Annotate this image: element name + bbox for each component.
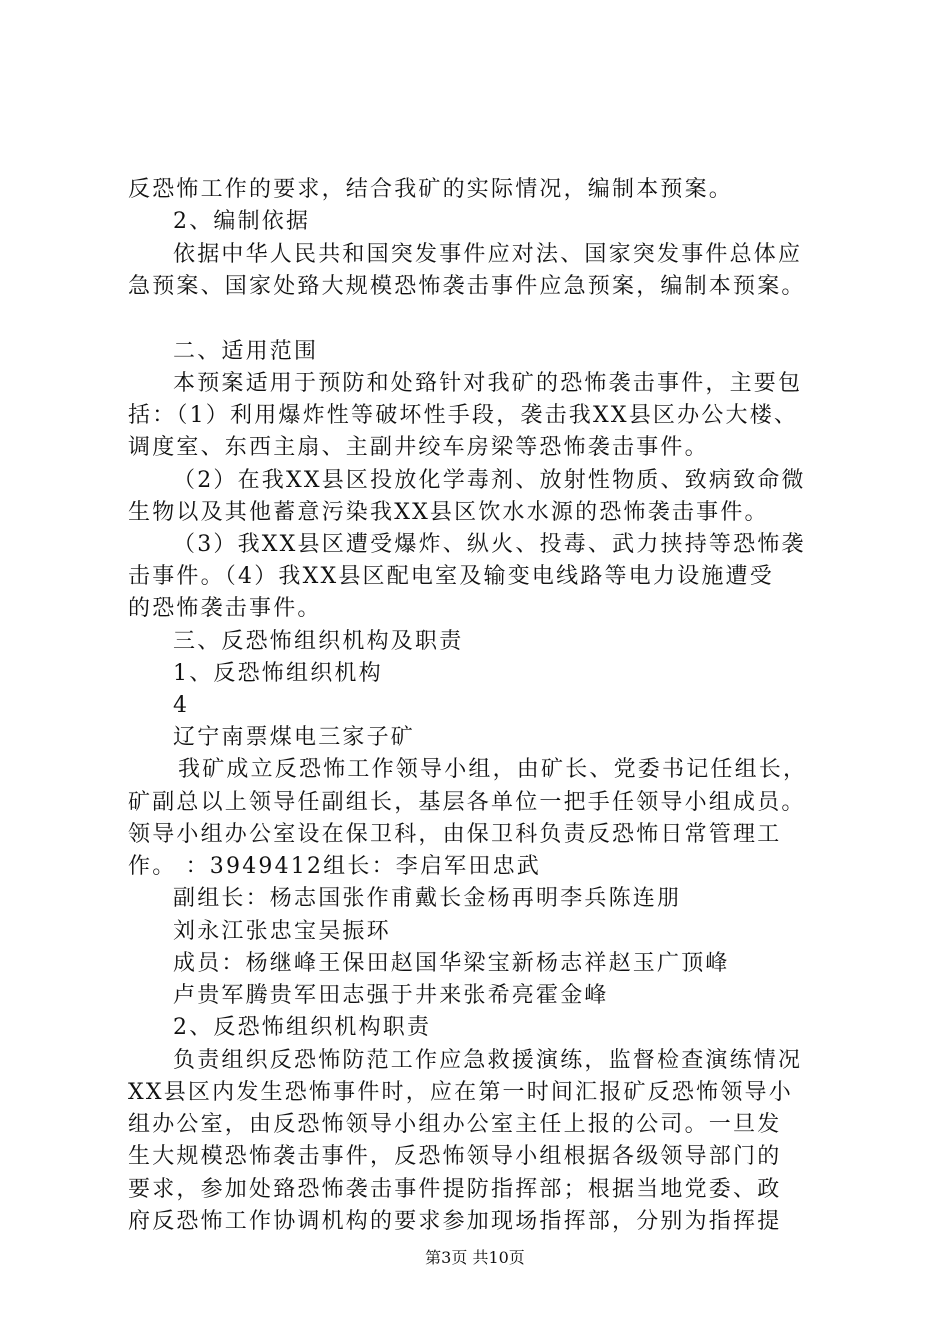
text-line: 依据中华人民共和国突发事件应对法、国家突发事件总体应	[173, 242, 803, 267]
section-heading: 三、反恐怖组织机构及职责	[173, 629, 464, 654]
text-line: 刘永江张忠宝吴振环	[173, 919, 391, 944]
subsection-heading: 2、反恐怖组织机构职责	[173, 1015, 432, 1040]
text-line: 击事件。（4）我XX县区配电室及输变电线路等电力设施遭受	[128, 564, 774, 589]
section-heading: 二、适用范围	[173, 339, 319, 364]
text-line: （3）我XX县区遭受爆炸、纵火、投毒、武力挟持等恐怖袭	[173, 532, 806, 557]
text-line: 调度室、东西主扇、主副井绞车房梁等恐怖袭击事件。	[128, 435, 709, 460]
text-line: 负责组织反恐怖防范工作应急救援演练，监督检查演练情况	[173, 1048, 803, 1073]
text-line: 生大规模恐怖袭击事件，反恐怖领导小组根据各级领导部门的	[128, 1144, 782, 1169]
page-number-footer: 第3页 共10页	[425, 1248, 525, 1267]
text-line: 作。 ：3949412组长：李启军田忠武	[128, 854, 541, 879]
text-line: （2）在我XX县区投放化学毒剂、放射性物质、致病致命微	[173, 468, 806, 493]
text-line: 组办公室，由反恐怖领导小组办公室主任上报的公司。一旦发	[128, 1112, 782, 1137]
text-line: 府反恐怖工作协调机构的要求参加现场指挥部，分别为指挥提	[128, 1209, 782, 1234]
text-line: 的恐怖袭击事件。	[128, 596, 322, 621]
text-line: 括：（1）利用爆炸性等破坏性手段，袭击我XX县区办公大楼、	[128, 403, 799, 428]
subsection-heading: 1、反恐怖组织机构	[173, 661, 383, 686]
text-line: 领导小组办公室设在保卫科，由保卫科负责反恐怖日常管理工	[128, 822, 782, 847]
text-line: 急预案、国家处臵大规模恐怖袭击事件应急预案，编制本预案。	[128, 274, 806, 299]
text-line: 要求，参加处臵恐怖袭击事件提防指挥部；根据当地党委、政	[128, 1177, 782, 1202]
text-line: 我矿成立反恐怖工作领导小组，由矿长、党委书记任组长，	[178, 757, 808, 782]
text-line: XX县区内发生恐怖事件时，应在第一时间汇报矿反恐怖领导小	[128, 1080, 793, 1105]
text-line: 生物以及其他蓄意污染我XX县区饮水水源的恐怖袭击事件。	[128, 500, 769, 525]
text-line: 矿副总以上领导任副组长，基层各单位一把手任领导小组成员。	[128, 790, 806, 815]
text-line: 本预案适用于预防和处臵针对我矿的恐怖袭击事件，主要包	[173, 371, 803, 396]
text-line: 4	[173, 693, 190, 718]
text-line: 副组长：杨志国张作甫戴长金杨再明李兵陈连朋	[173, 886, 682, 911]
text-line: 卢贵军腾贵军田志强于井来张希亮霍金峰	[173, 983, 609, 1008]
text-line: 反恐怖工作的要求，结合我矿的实际情况，编制本预案。	[128, 177, 734, 202]
text-line: 成员：杨继峰王保田赵国华梁宝新杨志祥赵玉广顶峰	[173, 951, 730, 976]
text-line: 2、编制依据	[173, 209, 311, 234]
text-line: 辽宁南票煤电三家子矿	[173, 725, 416, 750]
